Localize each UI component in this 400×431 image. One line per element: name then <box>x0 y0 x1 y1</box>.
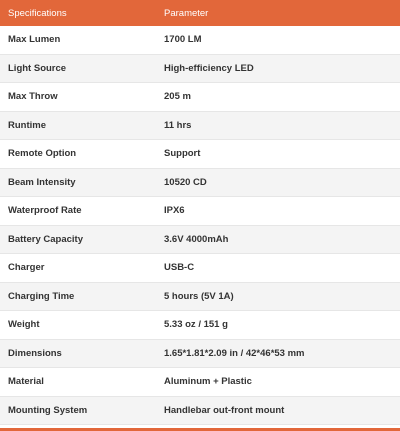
spec-name: Remote Option <box>0 140 160 169</box>
table-row <box>0 83 400 112</box>
spec-value: 11 hrs <box>160 111 400 140</box>
table-row <box>0 111 400 140</box>
table-row <box>0 282 400 311</box>
spec-name: Mounting System <box>0 396 160 425</box>
spec-value: 1700 LM <box>160 26 400 54</box>
spec-name: Waterproof Rate <box>0 197 160 226</box>
spec-value: Handlebar out-front mount <box>160 396 400 425</box>
spec-value: 10520 CD <box>160 168 400 197</box>
table-header-row <box>0 0 400 26</box>
spec-value: USB-C <box>160 254 400 283</box>
spec-name: Battery Capacity <box>0 225 160 254</box>
header-specifications: Specifications <box>0 0 160 26</box>
table-row <box>0 311 400 340</box>
spec-name: Charging Time <box>0 282 160 311</box>
table-row <box>0 396 400 425</box>
spec-name: Dimensions <box>0 339 160 368</box>
table-row <box>0 225 400 254</box>
spec-value: 3.6V 4000mAh <box>160 225 400 254</box>
spec-value: 5 hours (5V 1A) <box>160 282 400 311</box>
table-row <box>0 140 400 169</box>
header-parameter: Parameter <box>160 0 400 26</box>
table-row <box>0 26 400 54</box>
spec-value: 205 m <box>160 83 400 112</box>
table-row <box>0 254 400 283</box>
table-row <box>0 339 400 368</box>
table-row <box>0 368 400 397</box>
table-row <box>0 54 400 83</box>
table-row <box>0 168 400 197</box>
spec-value: High-efficiency LED <box>160 54 400 83</box>
spec-name: Light Source <box>0 54 160 83</box>
spec-name: Charger <box>0 254 160 283</box>
spec-value: 1.65*1.81*2.09 in / 42*46*53 mm <box>160 339 400 368</box>
spec-name: Material <box>0 368 160 397</box>
spec-name: Beam Intensity <box>0 168 160 197</box>
spec-value: IPX6 <box>160 197 400 226</box>
spec-name: Max Throw <box>0 83 160 112</box>
spec-value: Aluminum + Plastic <box>160 368 400 397</box>
spec-name: Max Lumen <box>0 26 160 54</box>
spec-value: 5.33 oz / 151 g <box>160 311 400 340</box>
spec-name: Weight <box>0 311 160 340</box>
spec-value: Support <box>160 140 400 169</box>
spec-name: Runtime <box>0 111 160 140</box>
table-row <box>0 197 400 226</box>
